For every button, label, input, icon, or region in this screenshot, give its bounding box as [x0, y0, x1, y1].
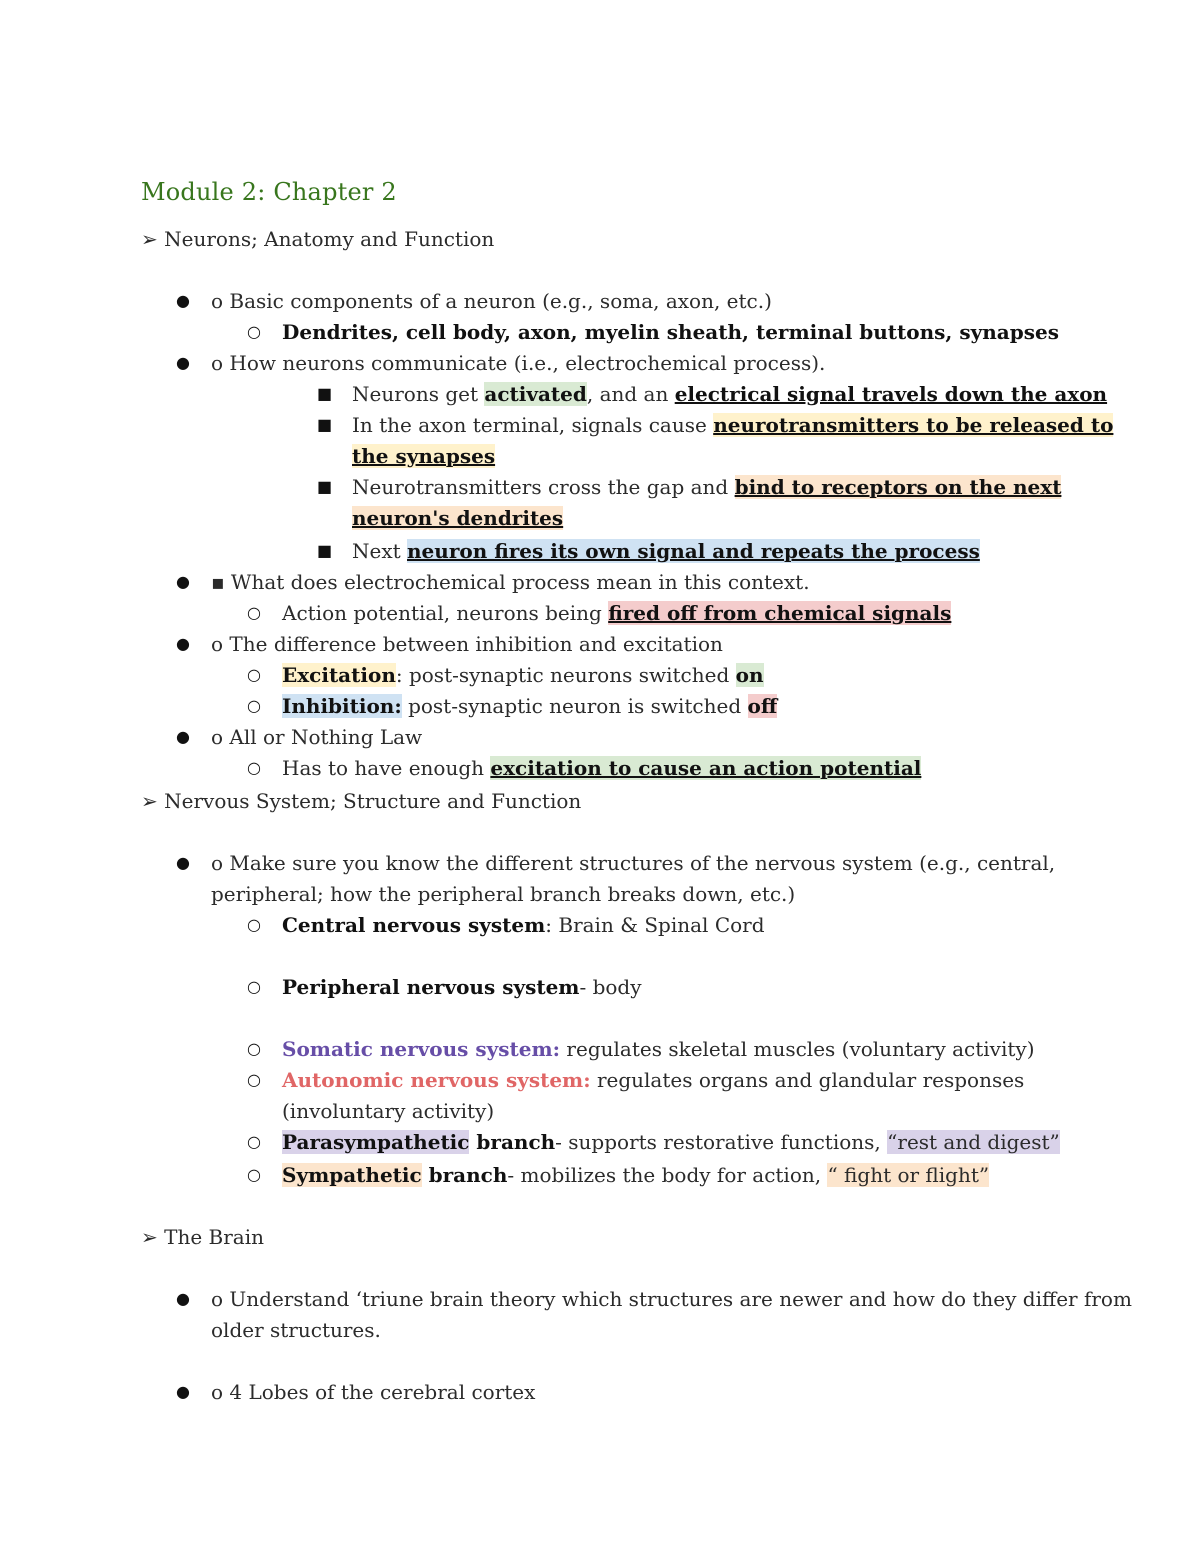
highlight-off: off: [747, 694, 778, 718]
list-item: [282, 912, 765, 938]
bullet-icon: ●: [176, 291, 190, 310]
text-run: - supports restorative functions,: [555, 1130, 888, 1154]
square-bullet-icon: ■: [317, 477, 333, 496]
circle-bullet-icon: ○: [247, 603, 261, 622]
list-item: [352, 381, 1107, 407]
highlight-text: bind to receptors on the next: [734, 475, 1062, 499]
text-run: regulates skeletal muscles (voluntary activity): [560, 1037, 1035, 1061]
section-heading-text: Nervous System; Structure and Function: [164, 789, 582, 813]
section-heading-text: Neurons; Anatomy and Function: [164, 227, 495, 251]
list-item-continuation: [352, 505, 563, 531]
section-heading-brain: [141, 1224, 264, 1250]
text-run: Has to have enough: [282, 756, 491, 780]
list-item-continuation: older structures.: [211, 1318, 381, 1342]
list-item: [282, 755, 921, 781]
list-item-continuation: [352, 443, 495, 469]
term: Somatic nervous system:: [282, 1037, 561, 1061]
bullet-icon: ●: [176, 353, 190, 372]
highlight-text: neuron's dendrites: [352, 506, 564, 530]
highlight-text: neurotransmitters to be released to: [713, 413, 1114, 437]
list-item: [282, 974, 642, 1000]
list-item-continuation: (involuntary activity): [282, 1099, 495, 1123]
text-run: Neurons get: [352, 382, 485, 406]
circle-bullet-icon: ○: [247, 696, 261, 715]
square-bullet-icon: ■: [317, 384, 333, 403]
circle-bullet-icon: ○: [247, 322, 261, 341]
circle-bullet-icon: ○: [247, 665, 261, 684]
list-item-continuation: peripheral; how the peripheral branch breaks down, etc.): [211, 882, 796, 906]
text-run: , and an: [586, 382, 675, 406]
term: branch: [421, 1163, 508, 1187]
text-run: Neurotransmitters cross the gap and: [352, 475, 735, 499]
list-item: o Understand ‘triune brain theory which structures are newer and how do they differ from: [211, 1287, 1132, 1311]
highlight-on: on: [735, 663, 764, 687]
list-item: o Make sure you know the different structures of the nervous system (e.g., central,: [211, 851, 1056, 875]
list-item: [352, 412, 1113, 438]
circle-bullet-icon: ○: [247, 1165, 261, 1184]
term: Autonomic nervous system:: [282, 1068, 591, 1092]
list-item: o How neurons communicate (i.e., electrochemical process).: [211, 351, 826, 375]
list-item: [282, 600, 951, 626]
highlight-text: excitation to cause an action potential: [490, 756, 922, 780]
square-bullet-icon: ■: [317, 415, 333, 434]
text-run: Next: [352, 539, 408, 563]
list-item: [282, 1036, 1035, 1062]
circle-bullet-icon: ○: [247, 1132, 261, 1151]
circle-bullet-icon: ○: [247, 758, 261, 777]
emphasis-text: electrical signal travels down the axon: [674, 382, 1108, 406]
list-item: o Basic components of a neuron (e.g., soma, axon, etc.): [211, 289, 772, 313]
text-run: regulates organs and glandular responses: [590, 1068, 1025, 1092]
list-item: o All or Nothing Law: [211, 725, 423, 749]
section-heading-text: The Brain: [164, 1225, 264, 1249]
section-heading-nervous-system: [141, 788, 581, 814]
arrow-icon: ➢: [141, 227, 158, 251]
list-item: [352, 474, 1061, 500]
list-item: ▪ What does electrochemical process mean in this context.: [211, 570, 810, 594]
section-heading-neurons: [141, 226, 494, 252]
highlight-inhibition: Inhibition:: [282, 694, 402, 718]
term: branch: [469, 1130, 556, 1154]
arrow-icon: ➢: [141, 789, 158, 813]
term: Peripheral nervous system: [282, 975, 580, 999]
text-run: post-synaptic neuron is switched: [401, 694, 748, 718]
page-title: Module 2: Chapter 2: [141, 178, 397, 206]
list-item: [282, 1162, 989, 1188]
text-run: : post-synaptic neurons switched: [395, 663, 736, 687]
bullet-icon: ●: [176, 727, 190, 746]
list-item: [352, 538, 980, 564]
highlight-activated: activated: [484, 382, 587, 406]
list-item: [282, 1129, 1060, 1155]
text-run: Action potential, neurons being: [282, 601, 609, 625]
highlight-text: fired off from chemical signals: [608, 601, 952, 625]
bullet-icon: ●: [176, 1289, 190, 1308]
list-item: [282, 693, 777, 719]
list-item: [282, 1067, 1024, 1093]
text-run: - body: [579, 975, 642, 999]
highlight-text: neuron fires its own signal and repeats the process: [407, 539, 980, 563]
list-item: [282, 662, 764, 688]
list-item: o The difference between inhibition and excitation: [211, 632, 723, 656]
list-item: Dendrites, cell body, axon, myelin sheath, terminal buttons, synapses: [282, 320, 1059, 344]
circle-bullet-icon: ○: [247, 977, 261, 996]
term: Parasympathetic: [282, 1130, 470, 1154]
highlight-text: “ fight or flight”: [827, 1163, 990, 1187]
circle-bullet-icon: ○: [247, 1039, 261, 1058]
square-bullet-icon: ■: [317, 541, 333, 560]
text-run: : Brain & Spinal Cord: [545, 913, 765, 937]
list-item: o 4 Lobes of the cerebral cortex: [211, 1380, 536, 1404]
bullet-icon: ●: [176, 1382, 190, 1401]
circle-bullet-icon: ○: [247, 1070, 261, 1089]
highlight-excitation: Excitation: [282, 663, 396, 687]
bullet-icon: ●: [176, 572, 190, 591]
text-run: - mobilizes the body for action,: [507, 1163, 828, 1187]
highlight-text: the synapses: [352, 444, 496, 468]
highlight-text: “rest and digest”: [887, 1130, 1060, 1154]
bullet-icon: ●: [176, 853, 190, 872]
bullet-icon: ●: [176, 634, 190, 653]
arrow-icon: ➢: [141, 1225, 158, 1249]
text-run: In the axon terminal, signals cause: [352, 413, 714, 437]
circle-bullet-icon: ○: [247, 915, 261, 934]
term: Sympathetic: [282, 1163, 422, 1187]
term: Central nervous system: [282, 913, 546, 937]
